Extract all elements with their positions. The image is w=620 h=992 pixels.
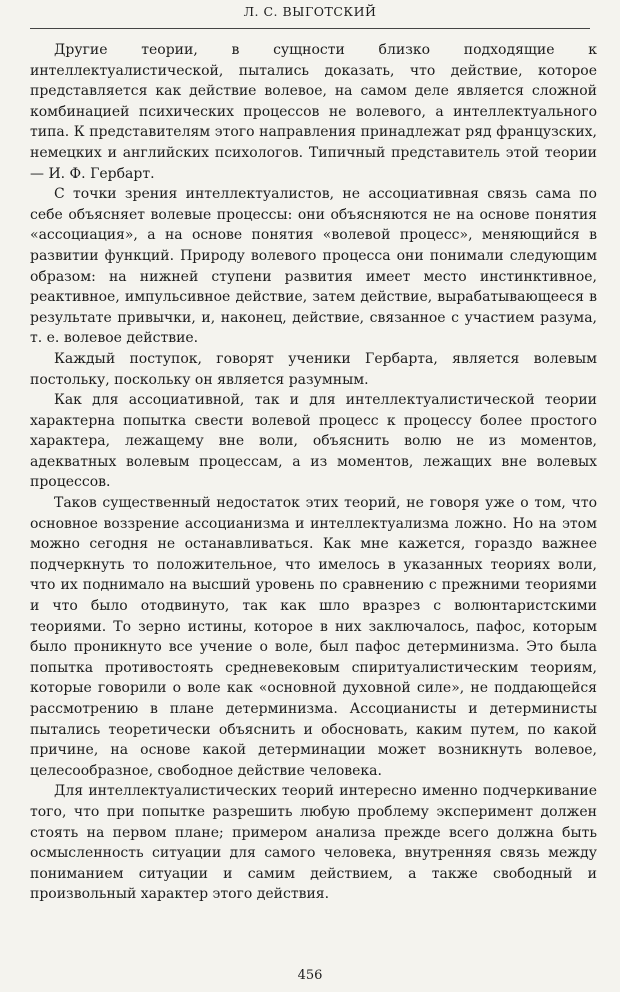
paragraph-5: Таков существенный недостаток этих теорий, не говоря уже о том, что основное воззрение ассоцианизма и интеллектуализма ложно. Но на этом можно сегодня не останавливаться. Как мне кажется, гораздо важнее подчеркнуть то положительное, что имелось в указанных теориях воли, что их поднимало на высший уровень по сравнению с прежними теориями и что было отодвинуто, так как шло вразрез с волюнтаристскими теориями. То зерно истины, которое в них заключалось, пафос, которым было проникнуто все учение о воле, был пафос детерминизма. Это была попытка противостоять средневековым спиритуалистическим теориям, которые говорили о воле как «основной духовной силе», не поддающейся рассмотрению в плане детерминизма. Ассоцианисты и детерминисты пытались теоретически объяснить и обосновать, каким путем, по какой причине, на основе какой детерминации может возникнуть волевое, целесообразное, свободное действие человека. xyxy=(30,495,597,779)
paragraph-4: Как для ассоциативной, так и для интеллектуалистической теории характерна попытка свести волевой процесс к процессу более простого характера, лежащему вне воли, объяснить волю не из моментов, адекватных волевым процессам, а из моментов, лежащих вне волевых процессов. xyxy=(30,392,597,491)
paragraph-2: С точки зрения интеллектуалистов, не ассоциативная связь сама по себе объясняет волевые процессы: они объясняются не на основе понятия «ассоциация», а на основе понятия «волевой процесс», меняющийся в развитии функций. Природу волевого процесса они понимали следующим образом: на нижней ступени развития имеет место инстинктивное, реактивное, импульсивное действие, затем действие, вырабатывающееся в результате привычки, и, наконец, действие, связанное с участием разума, т. е. волевое действие. xyxy=(30,186,597,347)
page-number: 456 xyxy=(297,968,323,983)
header-rule xyxy=(30,28,590,29)
paragraph-1: Другие теории, в сущности близко подходящие к интеллектуалистической, пытались доказать, что действие, которое представляется как действие волевое, на самом деле является сложной комбинацией психических процессов не волевого, а интеллектуального типа. К представителям этого направления принадлежат ряд французских, немецких и английских психологов. Типичный представитель этой теории — И. Ф. Гербарт. xyxy=(30,42,597,182)
running-header: Л. С. ВЫГОТСКИЙ xyxy=(243,4,377,19)
paragraph-3: Каждый поступок, говорят ученики Гербарта, является волевым постольку, поскольку он является разумным. xyxy=(30,350,597,388)
paragraph-6: Для интеллектуалистических теорий интересно именно подчеркивание того, что при попытке разрешить любую проблему эксперимент должен стоять на первом плане; примером анализа прежде всего должна быть осмысленность ситуации для самого человека, внутренняя связь между пониманием ситуации и самим действием, а также свободный и произвольный характер этого действия. xyxy=(30,783,597,903)
page-body xyxy=(30,40,597,905)
